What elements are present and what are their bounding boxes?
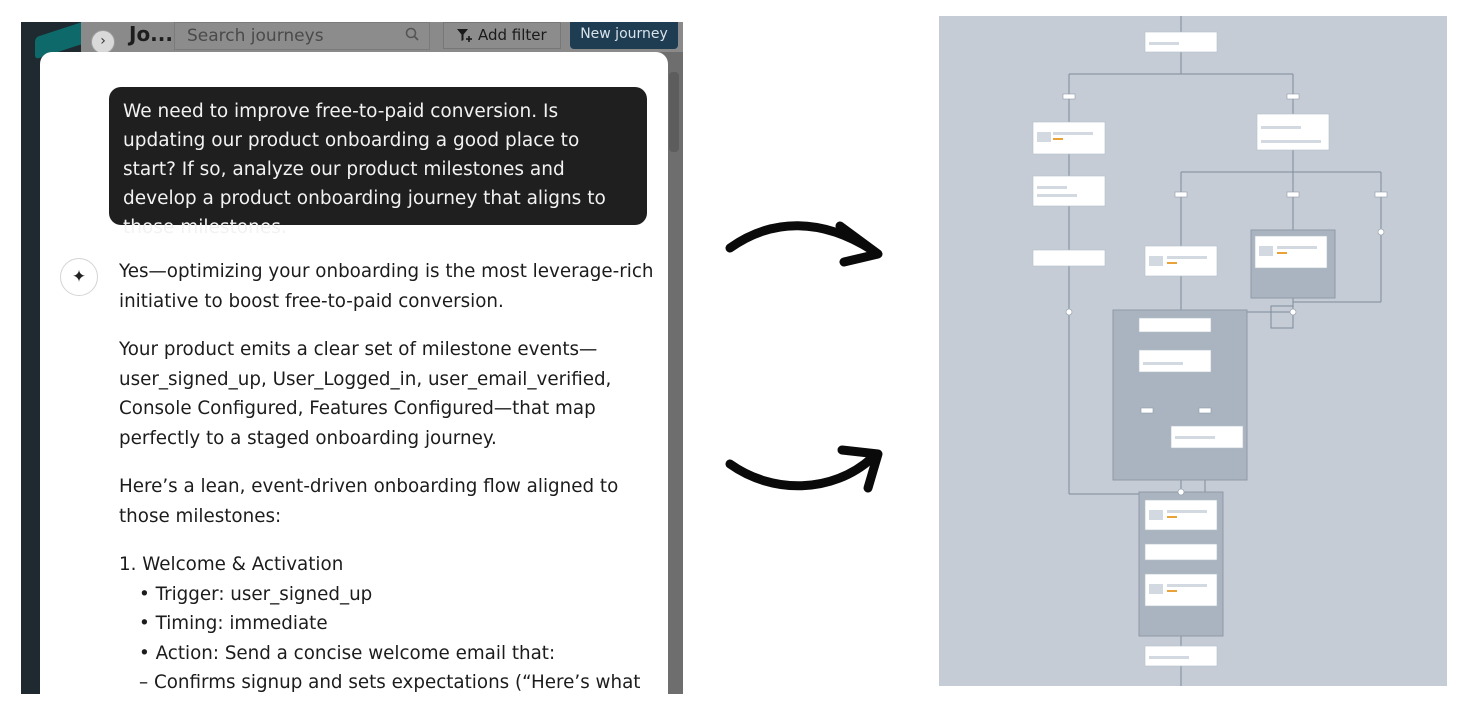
- collapse-sidebar-button[interactable]: ›: [91, 30, 115, 54]
- flow-group: [1113, 310, 1247, 480]
- page-title: Jo...: [129, 22, 173, 46]
- user-message-bubble: We need to improve free-to-paid conversion. Is updating our product onboarding a good place to start? If so, analyze our product milestones and develop a product onboarding journey that aligns to those milestones.: [109, 87, 647, 225]
- assistant-paragraph: Your product emits a clear set of milestone events—user_signed_up, User_Logged_in, user_email_verified, Console Configured, Features Configured—that map perfectly to a staged onboarding journey.: [119, 339, 612, 449]
- add-filter-button[interactable]: [443, 22, 561, 49]
- bottom-arrow-icon: [722, 438, 890, 504]
- assistant-paragraph: Yes—optimizing your onboarding is the most leverage-rich initiative to boost free-to-paid conversion.: [119, 261, 654, 312]
- journey-canvas[interactable]: [939, 16, 1447, 686]
- list-heading: 1. Welcome & Activation: [119, 554, 344, 575]
- search-input[interactable]: [175, 23, 389, 49]
- new-journey-button[interactable]: New journey: [570, 22, 678, 49]
- list-item: • Timing: immediate: [139, 613, 328, 634]
- search-box[interactable]: [174, 22, 430, 50]
- sparkle-icon: ✦: [60, 258, 98, 296]
- list-item: • Action: Send a concise welcome email that:: [139, 642, 556, 664]
- journey-node: [1257, 114, 1329, 150]
- list-item: • Trigger: user_signed_up: [139, 583, 373, 605]
- chat-card: [40, 52, 668, 694]
- chat-screenshot-panel: [21, 22, 683, 694]
- filter-plus-icon: [456, 27, 472, 43]
- assistant-paragraph: Here’s a lean, event-driven onboarding flow aligned to those milestones:: [119, 476, 619, 527]
- journey-node: [1033, 250, 1105, 266]
- assistant-message: [119, 257, 659, 694]
- list-item: – Confirms signup and sets expectations (“Here’s what: [139, 672, 641, 693]
- top-arrow-icon: [722, 212, 890, 274]
- journey-node: [1139, 350, 1211, 372]
- background-scrollbar[interactable]: [669, 72, 679, 152]
- journey-node: [1145, 544, 1217, 560]
- search-icon[interactable]: [405, 27, 419, 41]
- journey-node: [1033, 176, 1105, 206]
- journey-flow-diagram: [939, 16, 1447, 686]
- add-filter-label: Add filter: [478, 26, 547, 44]
- journey-node: [1139, 318, 1211, 332]
